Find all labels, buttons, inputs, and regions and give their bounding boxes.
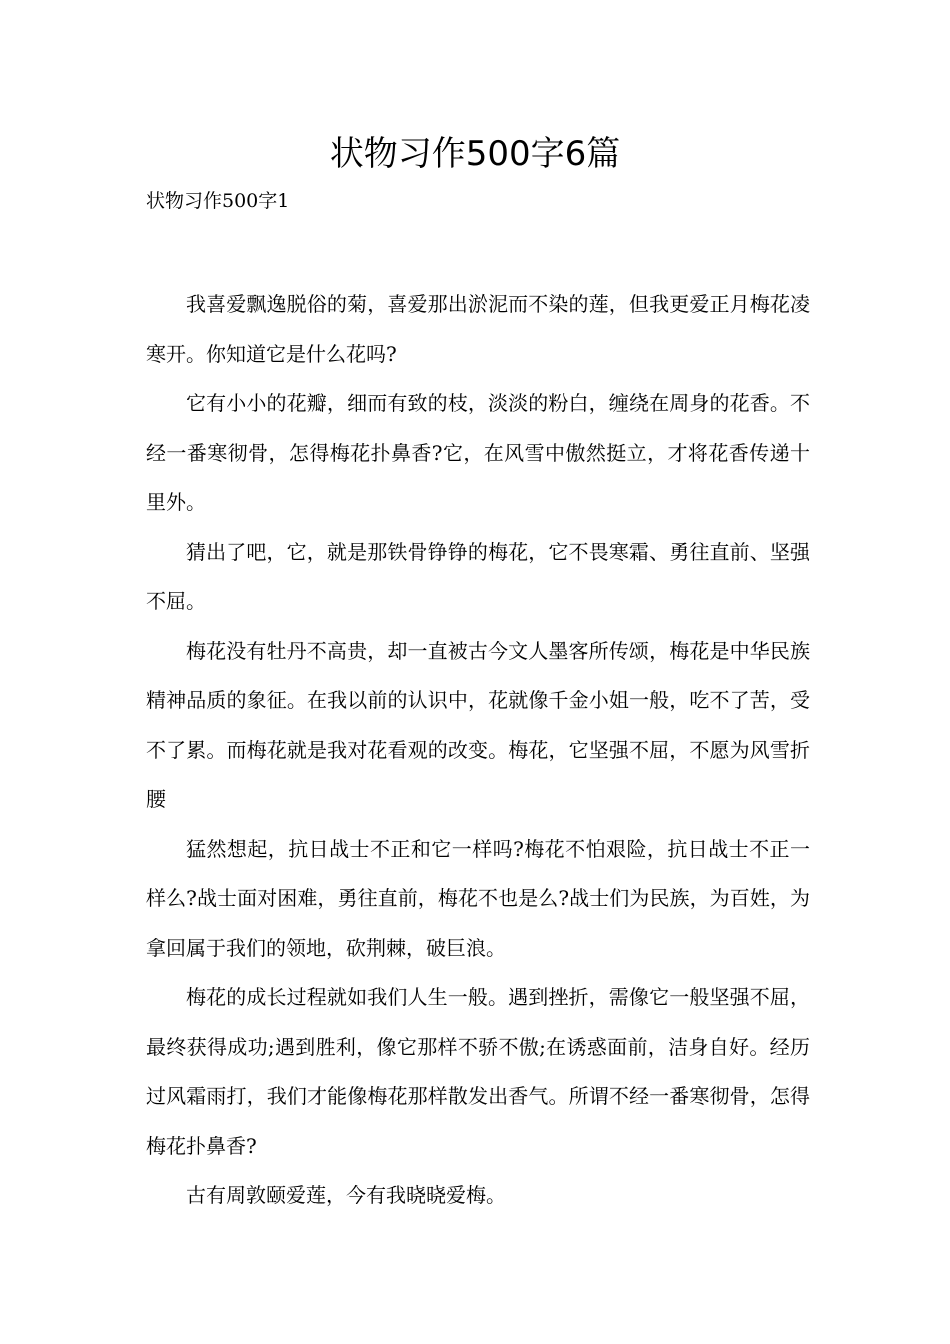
paragraph: 猜出了吧，它，就是那铁骨铮铮的梅花，它不畏寒霜、勇往直前、坚强不屈。 [146, 539, 810, 613]
paragraph: 猛然想起，抗日战士不正和它一样吗?梅花不怕艰险，抗日战士不正一样么?战士面对困难，勇往直前，梅花不也是么?战士们为民族，为百姓，为拿回属于我们的领地，砍荆棘，破巨浪。 [146, 836, 810, 960]
paragraph: 它有小小的花瓣，细而有致的枝，淡淡的粉白，缠绕在周身的花香。不经一番寒彻骨，怎得梅花扑鼻香?它，在风雪中傲然挺立，才将花香传递十里外。 [146, 391, 810, 514]
essay-body [146, 280, 810, 1221]
document-title: 状物习作500字6篇 [329, 134, 621, 174]
paragraph: 梅花没有牡丹不高贵，却一直被古今文人墨客所传颂，梅花是中华民族精神品质的象征。在我以前的认识中，花就像千金小姐一般，吃不了苦，受不了累。而梅花就是我对花看观的改变。梅花，它坚强不屈，不愿为风雪折腰 [146, 638, 810, 811]
paragraph: 梅花的成长过程就如我们人生一般。遇到挫折，需像它一般坚强不屈，最终获得成功;遇到胜利，像它那样不骄不傲;在诱惑面前，洁身自好。经历过风霜雨打，我们才能像梅花那样散发出香气。所谓不经一番寒彻骨，怎得梅花扑鼻香? [146, 985, 810, 1158]
section-heading: 状物习作500字1 [146, 190, 290, 212]
paragraph: 古有周敦颐爱莲，今有我晓晓爱梅。 [186, 1183, 506, 1207]
paragraph: 我喜爱飘逸脱俗的菊，喜爱那出淤泥而不染的莲，但我更爱正月梅花凌寒开。你知道它是什么花吗? [146, 292, 810, 366]
